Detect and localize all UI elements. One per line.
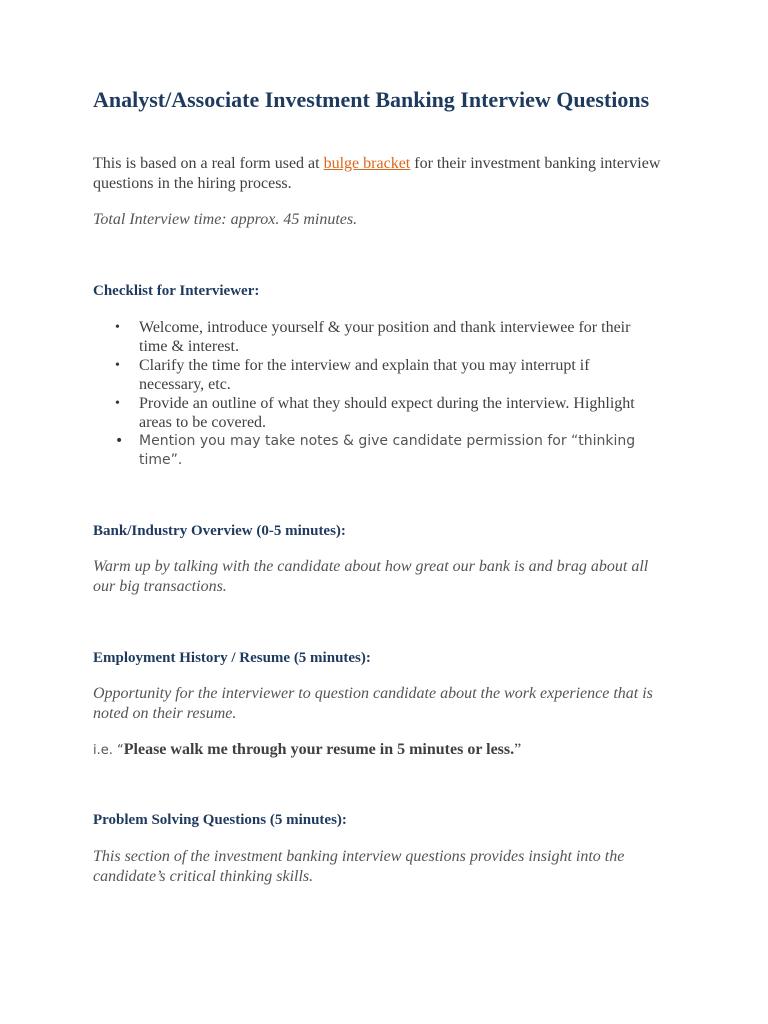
intro-text-after: for their investment banking interview questions in the hiring process. <box>93 155 661 192</box>
list-item-text: Provide an outline of what they should expect during the interview. Highlight areas to be covered. <box>139 395 635 431</box>
list-item <box>93 318 653 356</box>
problem-solving-text: This section of the investment banking interview questions provides insight into the candidate’s critical thinking skills. <box>93 848 625 885</box>
list-item <box>93 394 653 432</box>
bullet-icon: • <box>115 320 120 335</box>
bulge-bracket-link[interactable]: bulge bracket <box>323 155 411 172</box>
intro-text-before: This is based on a real form used at <box>93 155 324 172</box>
checklist <box>93 318 653 470</box>
list-item <box>93 356 653 394</box>
bullet-icon: • <box>115 433 124 449</box>
list-item <box>93 432 653 470</box>
bank-overview-text: Warm up by talking with the candidate about how great our bank is and brag about all our big transactions. <box>93 558 649 595</box>
bullet-icon: • <box>115 358 120 373</box>
page-title: Analyst/Associate Investment Banking Interview Questions <box>93 87 650 112</box>
example-question: Please walk me through your resume in 5 minutes or less. <box>123 741 515 758</box>
employment-heading: Employment History / Resume (5 minutes): <box>93 650 371 666</box>
total-interview-time: Total Interview time: approx. 45 minutes. <box>93 211 358 228</box>
list-item-text: Clarify the time for the interview and explain that you may interrupt if necessary, etc. <box>139 357 590 393</box>
example-prefix: i.e. “ <box>93 743 124 758</box>
bullet-icon: • <box>115 396 120 411</box>
bank-overview-heading: Bank/Industry Overview (0-5 minutes): <box>93 523 346 539</box>
checklist-heading: Checklist for Interviewer: <box>93 283 260 299</box>
list-item-text: Mention you may take notes & give candidate permission for “thinking time”. <box>139 433 636 468</box>
list-item-text: Welcome, introduce yourself & your position and thank interviewee for their time & interest. <box>139 319 631 355</box>
resume-example <box>93 740 693 761</box>
problem-solving-heading: Problem Solving Questions (5 minutes): <box>93 812 347 828</box>
intro-paragraph <box>93 154 693 194</box>
example-suffix: ” <box>514 741 522 758</box>
employment-text: Opportunity for the interviewer to question candidate about the work experience that is noted on their resume. <box>93 685 653 722</box>
